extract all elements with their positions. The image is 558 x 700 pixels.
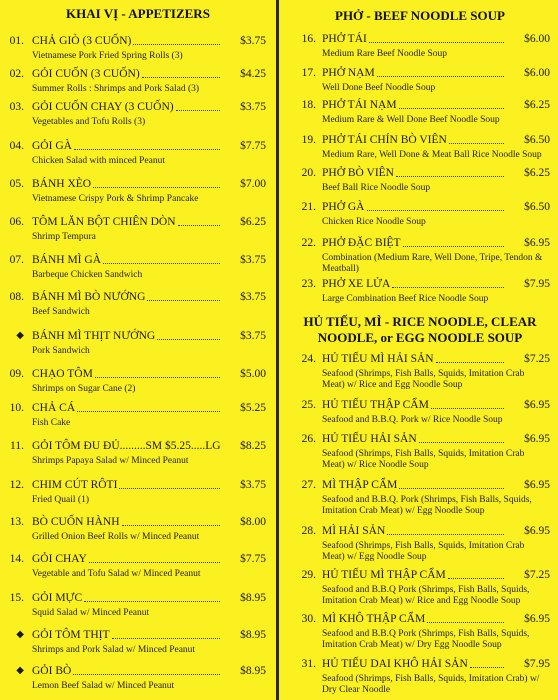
item-name: HỦ TIẾU MÌ THẬP CẨM — [322, 569, 446, 581]
item-name: PHỞ TÁI CHÍN BÒ VIÊN — [322, 134, 447, 146]
menu-item-line — [0, 478, 276, 492]
item-description: Medium Rare & Well Done Beef Noodle Soup — [322, 115, 500, 125]
dotted-leader — [387, 524, 504, 535]
menu-item-line — [282, 200, 558, 214]
item-description: Fish Cake — [32, 418, 71, 428]
item-description: Shrimps and Pork Salad w/ Minced Peanut — [32, 645, 196, 655]
dotted-leader — [93, 177, 220, 188]
menu-item-line — [0, 34, 276, 48]
menu-item-line — [282, 432, 558, 446]
menu-item — [0, 515, 276, 551]
menu-item-line — [0, 367, 276, 381]
item-description: Seafood and B.B.Q Pork (Shrimps, Fish Balls, Squids, Imitation Crab Meat) w/ Dry Egg Noodle Soup — [322, 629, 530, 650]
menu-item-line — [0, 253, 276, 267]
item-price: $3.75 — [240, 330, 266, 342]
item-number: 25. — [301, 399, 316, 411]
menu-item-line — [0, 67, 276, 81]
menu-item-line — [0, 628, 276, 642]
section-title: PHỞ - BEEF NOODLE SOUP — [335, 8, 505, 23]
noodle-soup-column — [282, 0, 558, 700]
menu-item — [282, 236, 558, 274]
item-number: 15. — [9, 592, 24, 604]
item-description: Shrimps on Sugar Cane (2) — [32, 384, 136, 394]
item-number: 29. — [301, 569, 316, 581]
menu-item — [0, 329, 276, 365]
item-description: Seafood and B.B.Q. Pork (Shrimps, Fish Balls, Squids, Imitation Crab Meat) w/ Egg Noodle Soup — [322, 495, 532, 516]
item-number: 08. — [9, 291, 24, 303]
item-name: BÁNH XÈO — [32, 178, 92, 190]
item-number: 10. — [9, 402, 24, 414]
dotted-leader — [73, 664, 220, 675]
dotted-leader — [448, 568, 504, 579]
item-name: PHỞ XE LỬA — [322, 278, 391, 290]
item-price: $7.95 — [524, 278, 550, 290]
dotted-leader — [436, 352, 504, 363]
item-price: $7.75 — [240, 140, 266, 152]
item-description: Chicken Rice Noodle Soup — [322, 217, 426, 227]
dotted-leader — [74, 139, 220, 150]
item-description: Seafood (Shrimps, Fish Balls, Squids, Imitation Crab Meat) w/ Egg Noodle Soup — [322, 541, 525, 562]
item-price: $6.25 — [524, 99, 550, 111]
dotted-leader — [133, 34, 220, 45]
item-number: 30. — [301, 613, 316, 625]
menu-item-line — [282, 352, 558, 366]
item-name: GỎI TÔM ĐU ĐỦ.........SM $5.25.....LG — [32, 440, 221, 452]
item-number: 17. — [301, 67, 316, 79]
item-description: Shrimp Tempura — [32, 232, 96, 242]
item-number: 03. — [9, 101, 24, 113]
item-price: $6.95 — [524, 433, 550, 445]
item-description: Large Combination Beef Rice Noodle Soup — [322, 294, 489, 304]
dotted-leader — [122, 515, 220, 526]
menu-item-line — [282, 657, 558, 671]
menu-item-line — [282, 32, 558, 46]
item-price: $3.75 — [240, 479, 266, 491]
menu-item — [282, 612, 558, 652]
dotted-leader — [95, 367, 220, 378]
dotted-leader — [403, 236, 504, 247]
menu-item-line — [0, 177, 276, 191]
diamond-icon: ◆ — [16, 629, 24, 640]
menu-item — [282, 66, 558, 100]
menu-item — [0, 290, 276, 326]
item-price: $7.75 — [240, 553, 266, 565]
item-price: $8.95 — [240, 629, 266, 641]
menu-item — [282, 352, 558, 392]
menu-item — [0, 439, 276, 475]
item-name: GỎI CUỐN CHAY (3 CUỐN) — [32, 101, 174, 113]
item-price: $6.25 — [240, 216, 266, 228]
item-price: $6.25 — [524, 167, 550, 179]
item-number: 16. — [301, 33, 316, 45]
item-number: 11. — [10, 440, 24, 452]
menu-item — [282, 524, 558, 564]
column-divider — [276, 0, 279, 700]
item-name: CHẢ GIÒ (3 CUỐN) — [32, 35, 132, 47]
menu-item-line — [0, 100, 276, 114]
item-name: BÁNH MÌ GÀ — [32, 254, 101, 266]
item-name: BÒ CUỐN HÀNH — [32, 516, 120, 528]
item-number: 26. — [301, 433, 316, 445]
dotted-leader — [103, 253, 220, 264]
item-name: MÌ KHÔ THẬP CẨM — [322, 613, 426, 625]
item-price: $6.00 — [524, 33, 550, 45]
item-number: 04. — [9, 140, 24, 152]
item-description: Beef Sandwich — [32, 307, 90, 317]
menu-item — [282, 277, 558, 311]
item-description: Seafood and B.B.Q Pork (Shrimps, Fish Balls, Squids, Imitation Crab Meat) w/ Rice and Egg Noodle Soup — [322, 585, 530, 606]
menu-item — [282, 568, 558, 608]
item-number: 28. — [301, 525, 316, 537]
item-price: $6.95 — [524, 613, 550, 625]
item-price: $8.00 — [240, 516, 266, 528]
item-number: 09. — [9, 368, 24, 380]
item-description: Vietnamese Pork Fried Spring Rolls (3) — [32, 51, 183, 61]
item-number: 18. — [301, 99, 316, 111]
item-number: 06. — [9, 216, 24, 228]
item-number: 23. — [301, 278, 316, 290]
menu-item-line — [0, 401, 276, 415]
item-number: 22. — [301, 237, 316, 249]
dotted-leader — [178, 215, 220, 226]
item-number: 07. — [9, 254, 24, 266]
menu-item — [282, 98, 558, 132]
dotted-leader — [399, 478, 504, 489]
dotted-leader — [89, 552, 220, 563]
item-description: Barbeque Chicken Sandwich — [32, 270, 143, 280]
menu-item-line — [282, 398, 558, 412]
item-description: Seafood and B.B.Q. Pork w/ Rice Noodle Soup — [322, 415, 503, 425]
menu-item-line — [0, 329, 276, 343]
dotted-leader — [427, 612, 504, 623]
menu-item — [0, 664, 276, 700]
item-description: Summer Rolls : Shrimps and Pork Salad (3) — [32, 84, 200, 94]
item-number: 13. — [9, 516, 24, 528]
item-price: $3.75 — [240, 291, 266, 303]
diamond-icon: ◆ — [16, 665, 24, 676]
item-name: CHẢ CÁ — [32, 402, 76, 414]
item-number: 19. — [301, 134, 316, 146]
item-description: Seafood (Shrimps, Fish Balls, Squids, Imitation Crab Meat) w/ Rice and Egg Noodle Soup — [322, 369, 525, 390]
menu-item-line — [282, 166, 558, 180]
item-description: Fried Quail (1) — [32, 495, 89, 505]
item-name: CHẠO TÔM — [32, 368, 93, 380]
menu-item — [0, 177, 276, 213]
dotted-leader — [367, 200, 504, 211]
menu-item — [0, 100, 276, 136]
item-description: Vegetables and Tofu Rolls (3) — [32, 117, 146, 127]
section-title: KHAI VỊ - APPETIZERS — [66, 6, 210, 21]
item-name: PHỞ ĐẶC BIỆT — [322, 237, 401, 249]
item-description: Grilled Onion Beef Rolls w/ Minced Peanut — [32, 532, 200, 542]
item-description: Medium Rare, Well Done & Meat Ball Rice Noodle Soup — [322, 150, 542, 160]
item-price: $6.00 — [524, 67, 550, 79]
menu-item — [282, 432, 558, 472]
menu-item-line — [0, 215, 276, 229]
item-name: MÌ THẬP CẨM — [322, 479, 398, 491]
dotted-leader — [84, 591, 220, 602]
item-description: Seafood (Shrimps, Fish Balls, Squids, Imitation Crab Meat) w/ Rice Noodle Soup — [322, 449, 525, 470]
item-price: $8.25 — [240, 440, 266, 452]
item-name: MÌ HẢI SẢN — [322, 525, 386, 537]
item-name: BÁNH MÌ THỊT NƯỚNG — [32, 330, 156, 342]
menu-item-line — [0, 664, 276, 678]
item-description: Pork Sandwich — [32, 346, 90, 356]
item-number: 12. — [9, 479, 24, 491]
menu-item-line — [282, 612, 558, 626]
item-price: $6.50 — [524, 134, 550, 146]
menu-item — [0, 591, 276, 627]
menu-item-line — [282, 524, 558, 538]
item-number: 14. — [9, 553, 24, 565]
item-name: PHỞ GÀ — [322, 201, 365, 213]
menu-item — [0, 253, 276, 289]
item-number: 05. — [9, 178, 24, 190]
item-price: $7.25 — [524, 353, 550, 365]
item-description: Squid Salad w/ Minced Peanut — [32, 608, 150, 618]
item-description: Medium Rare Beef Noodle Soup — [322, 49, 448, 59]
item-name: GỎI GÀ — [32, 140, 72, 152]
item-number: 31. — [301, 658, 316, 670]
item-price: $5.25 — [240, 402, 266, 414]
menu-item — [0, 34, 276, 70]
item-number: 21. — [301, 201, 316, 213]
menu-item — [0, 401, 276, 437]
item-description: Well Done Beef Noodle Soup — [322, 83, 436, 93]
item-name: HỦ TIẾU HẢI SẢN — [322, 433, 417, 445]
item-name: CHIM CÚT RÔTI — [32, 479, 118, 491]
dotted-leader — [431, 398, 504, 409]
item-price: $6.95 — [524, 237, 550, 249]
dotted-leader — [392, 277, 504, 288]
item-name: GỎI MỰC — [32, 592, 83, 604]
dotted-leader — [77, 401, 220, 412]
menu-item — [282, 32, 558, 66]
item-price: $7.95 — [524, 658, 550, 670]
item-description: Shrimps Papaya Salad w/ Minced Peanut — [32, 456, 189, 466]
dotted-leader — [176, 100, 220, 111]
item-price: $3.75 — [240, 35, 266, 47]
dotted-leader — [419, 432, 504, 443]
dotted-leader — [157, 329, 220, 340]
dotted-leader — [396, 166, 504, 177]
item-name: GỎI CHAY — [32, 553, 87, 565]
menu-item-line — [282, 66, 558, 80]
menu-item — [0, 367, 276, 403]
item-name: HỦ TIẾU DAI KHÔ HẢI SẢN — [322, 658, 468, 670]
item-name: GỎI CUỐN (3 CUỐN) — [32, 68, 140, 80]
item-price: $6.95 — [524, 479, 550, 491]
item-number: 02. — [9, 68, 24, 80]
dotted-leader — [449, 133, 504, 144]
dotted-leader — [377, 66, 504, 77]
dotted-leader — [142, 67, 220, 78]
item-price: $3.75 — [240, 101, 266, 113]
dotted-leader — [369, 32, 504, 43]
menu-item-line — [0, 515, 276, 529]
dotted-leader — [399, 98, 504, 109]
menu-item — [0, 67, 276, 103]
item-description: Vegetable and Tofu Salad w/ Minced Peanut — [32, 569, 201, 579]
dotted-leader — [119, 478, 220, 489]
item-price: $6.95 — [524, 525, 550, 537]
item-name: HỦ TIẾU THẬP CẨM — [322, 399, 429, 411]
dotted-leader — [470, 657, 504, 668]
item-price: $3.75 — [240, 254, 266, 266]
menu-item-line — [282, 236, 558, 250]
menu-item — [282, 200, 558, 234]
menu-item-line — [0, 591, 276, 605]
item-price: $8.95 — [240, 665, 266, 677]
menu-item — [282, 133, 558, 167]
menu-item-line — [282, 98, 558, 112]
menu-item-line — [0, 439, 276, 453]
menu-item-line — [0, 139, 276, 153]
dotted-leader — [112, 628, 220, 639]
menu-item-line — [0, 552, 276, 566]
menu-item — [0, 552, 276, 588]
menu-item — [0, 215, 276, 251]
item-description: Combination (Medium Rare, Well Done, Tripe, Tendon & Meatball) — [322, 253, 543, 274]
section-title: HỦ TIẾU, MÌ - RICE NOODLE, CLEAR NOODLE, or EGG NOODLE SOUP — [303, 314, 537, 345]
item-price: $6.50 — [524, 201, 550, 213]
item-price: $5.00 — [240, 368, 266, 380]
item-name: PHỞ NẠM — [322, 67, 375, 79]
item-name: TÔM LĂN BỘT CHIÊN DÒN — [32, 216, 176, 228]
menu-item-line — [282, 478, 558, 492]
appetizers-column — [0, 0, 276, 700]
menu-item-line — [0, 290, 276, 304]
item-name: HỦ TIẾU MÌ HẢI SẢN — [322, 353, 434, 365]
item-number: 24. — [301, 353, 316, 365]
item-description: Chicken Salad with minced Peanut — [32, 156, 165, 166]
menu-item — [282, 657, 558, 697]
item-description: Vietnamese Crispy Pork & Shrimp Pancake — [32, 194, 199, 204]
menu-item — [282, 166, 558, 200]
item-number: 20. — [301, 167, 316, 179]
menu-item — [282, 478, 558, 518]
item-price: $7.25 — [524, 569, 550, 581]
item-name: BÁNH MÌ BÒ NƯỚNG — [32, 291, 146, 303]
dotted-leader — [147, 290, 220, 301]
menu-item-line — [282, 133, 558, 147]
item-price: $4.25 — [240, 68, 266, 80]
item-name: PHỞ BÒ VIÊN — [322, 167, 394, 179]
item-name: PHỞ TÁI NẠM — [322, 99, 397, 111]
item-price: $8.95 — [240, 592, 266, 604]
item-name: GỎI BÒ — [32, 665, 72, 677]
item-price: $7.00 — [240, 178, 266, 190]
item-number: 27. — [301, 479, 316, 491]
item-price: $6.95 — [524, 399, 550, 411]
menu-item — [0, 139, 276, 175]
item-name: PHỞ TÁI — [322, 33, 367, 45]
diamond-icon: ◆ — [16, 330, 24, 341]
item-description: Beef Ball Rice Noodle Soup — [322, 183, 431, 193]
menu-item-line — [282, 568, 558, 582]
menu-item — [0, 478, 276, 514]
menu-item-line — [282, 277, 558, 291]
item-description: Seafood (Shrimps, Fish Balls, Squids, Imitation Crab) w/ Dry Clear Noodle — [322, 674, 540, 695]
menu-item — [0, 628, 276, 664]
item-description: Lemon Beef Salad w/ Minced Peanut — [32, 681, 175, 691]
item-number: 01. — [9, 35, 24, 47]
item-name: GỎI TÔM THỊT — [32, 629, 110, 641]
